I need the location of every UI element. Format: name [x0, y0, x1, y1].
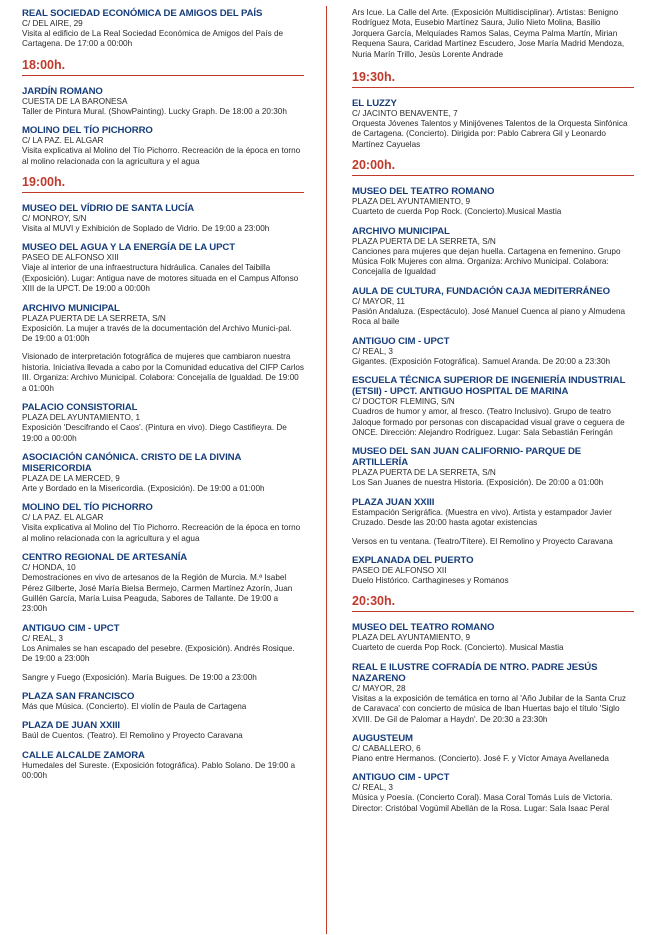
event-description: Exposición. La mujer a través de la documentación del Archivo Munici-pal. De 19:00 a 01:00h	[22, 323, 292, 344]
venue-entry	[352, 497, 634, 547]
event-description: Humedales del Sureste. (Exposición fotográfica). Pablo Solano. De 19:00 a 00:00h	[22, 760, 296, 781]
venue-name: ANTIGUO CIM - UPCT	[352, 335, 450, 347]
venue-address: PASEO DE ALFONSO XIII	[22, 253, 119, 263]
venue-name: EL LUZZY	[352, 98, 397, 110]
venue-entry	[352, 226, 634, 278]
event-description: Visita al MUVI y Exhibición de Soplado de Vidrio. De 19:00 a 23:00h	[22, 224, 270, 234]
venue-entry	[22, 8, 304, 50]
venue-address: C/ DEL AIRE, 29	[22, 19, 83, 28]
column-divider	[326, 6, 327, 934]
venue-address: PLAZA DE LA MERCED, 9	[22, 473, 120, 483]
event-description: Exposición 'Descifrando el Caos'. (Pintura en vivo). Diego Castifieyra. De 19:00 a 00:00h	[22, 423, 287, 443]
event-description: Más que Música. (Concierto). El violín de Paula de Cartagena	[22, 701, 247, 711]
event-description: Demostraciones en vivo de artesanos de la Región de Murcia. M.ª Isabel Pérez Gilberte, José María Bielsa Bermejo, Carmen Martínez Azorín, Juan Guillén García, María Luisa Peaguda, Sabores de Tallante. De 19:00 a 23:00h	[22, 573, 293, 614]
event-description: Gigantes. (Exposición Fotográfica). Samuel Aranda. De 20:00 a 23:30h	[352, 356, 611, 366]
right-column	[352, 8, 634, 822]
event-description: Baúl de Cuentos. (Teatro). El Remolino y Proyecto Caravana	[22, 731, 243, 741]
time-heading-1800: 18:00h.	[22, 58, 304, 76]
venue-address: C/ REAL, 3	[352, 783, 393, 793]
event-description: Versos en tu ventana. (Teatro/Títere). El Remolino y Proyecto Caravana	[352, 536, 613, 546]
venue-address: CUESTA DE LA BARONESA	[22, 96, 128, 106]
event-description: Pasión Andaluza. (Espectáculo). José Manuel Cuenca al piano y Almudena Roca al baile	[352, 306, 626, 327]
venue-address: C/ REAL, 3	[352, 346, 393, 356]
venue-address: C/ CABALLERO, 6	[352, 743, 421, 753]
venue-address: PLAZA DEL AYUNTAMIENTO, 9	[352, 197, 470, 207]
venue-name: ARCHIVO MUNICIPAL	[352, 225, 450, 237]
venue-entry	[22, 552, 304, 615]
venue-entry	[22, 303, 304, 394]
time-heading-2000: 20:00h.	[352, 158, 634, 176]
venue-name: PLAZA JUAN XXIII	[352, 496, 435, 508]
left-column	[22, 8, 304, 790]
venue-name: EXPLANADA DEL PUERTO	[352, 554, 474, 566]
group-2000	[352, 186, 634, 586]
group-1800	[22, 86, 304, 167]
venue-name: REAL E ILUSTRE COFRADÍA DE NTRO. PADRE JESÚS NAZARENO	[352, 661, 598, 684]
venue-name: PALACIO CONSISTORIAL	[22, 402, 138, 414]
venue-entry	[352, 375, 634, 438]
venue-name: MOLINO DEL TÍO PICHORRO	[22, 502, 153, 514]
venue-address: PASEO DE ALFONSO XII	[352, 565, 447, 575]
venue-address: C/ MONROY, S/N	[22, 214, 87, 224]
venue-name: CALLE ALCALDE ZAMORA	[22, 749, 145, 761]
venue-entry	[22, 720, 304, 741]
venue-address: PLAZA DEL AYUNTAMIENTO, 1	[22, 413, 140, 423]
venue-address: C/ MAYOR, 28	[352, 683, 406, 693]
venue-name: ANTIGUO CIM - UPCT	[352, 772, 450, 784]
venue-address: C/ JACINTO BENAVENTE, 7	[352, 109, 458, 119]
event-description: Visita explicativa al Molino del Tío Pichorro. Recreación de la época en torno al molino relacionada con la agricultura y el agua	[22, 523, 301, 543]
venue-entry	[352, 98, 634, 150]
event-description: Piano entre Hermanos. (Concierto). José F. y Víctor Amaya Avellaneda	[352, 753, 609, 763]
event-description: Cuadros de humor y amor, al fresco. (Teatro Inclusivo). Grupo de teatro Jaloque formado por personas con discapacidad visual grave o ceguera de ONCE. Dirección: Alejandro Rodríguez. Lugar: Sala Sebastián Feringán	[352, 407, 625, 437]
event-description: Taller de Pintura Mural. (ShowPainting). Lucky Graph. De 18:00 a 20:30h	[22, 106, 287, 116]
venue-name: ARCHIVO MUNICIPAL	[22, 302, 120, 314]
venue-entry	[22, 242, 304, 294]
event-description: Canciones para mujeres que dejan huella. Cartagena en femenino. Grupo Música Folk Mujeres con alma. Organiza: Archivo Municipal. Colabora: Concejalía de Igualdad	[352, 246, 621, 277]
venue-entry	[22, 203, 304, 234]
time-heading-1930: 19:30h.	[352, 70, 634, 88]
event-description: Cuarteto de cuerda Pop Rock. (Concierto). Musical Mastia	[352, 643, 564, 653]
venue-entry	[22, 125, 304, 167]
venue-name: MUSEO DEL SAN JUAN CALIFORNIO- PARQUE DE ARTILLERÍA	[352, 446, 582, 469]
event-description: Orquesta Jóvenes Talentos y Minijóvenes Talentos de la Orquesta Sinfónica de Cartagena. (Concierto). Dirigida por: Pablo Cabrera Gil y Leonardo Martínez Cayuelas	[352, 119, 628, 149]
venue-entry	[22, 86, 304, 117]
venue-address: C/ HONDA, 10	[22, 563, 76, 573]
group-1930	[352, 98, 634, 150]
group-1900	[22, 203, 304, 782]
event-description: Viaje al interior de una infraestructura hidráulica. Canales del Taibilla (Exposición). Lugar: Antigua nave de motores situada en el Campus Alfonso XIII de la UPCT. De 19:00 a 00:00h	[22, 263, 299, 294]
venue-address: C/ LA PAZ. EL ALGAR	[22, 513, 104, 523]
venue-entry	[352, 446, 634, 488]
venue-address: PLAZA PUERTA DE LA SERRETA, S/N	[352, 468, 496, 478]
venue-address: PLAZA PUERTA DE LA SERRETA, S/N	[22, 313, 166, 323]
venue-entry	[22, 623, 304, 683]
venue-name: CENTRO REGIONAL DE ARTESANÍA	[22, 552, 188, 564]
event-description: Duelo Histórico. Carthagineses y Romanos	[352, 575, 509, 585]
venue-address: C/ LA PAZ. EL ALGAR	[22, 136, 104, 146]
event-description: Visita explicativa al Molino del Tío Pichorro. Recreación de la época en torno al molino relacionada con la agricultura y el agua	[22, 146, 301, 166]
venue-entry	[352, 555, 634, 586]
venue-name: ESCUELA TÉCNICA SUPERIOR DE INGENIERÍA INDUSTRIAL (ETSII) - UPCT. ANTIGUO HOSPITAL DE MARINA	[352, 375, 626, 398]
venue-name: AUGUSTEUM	[352, 732, 413, 744]
venue-address: PLAZA DEL AYUNTAMIENTO, 9	[352, 633, 470, 643]
event-description: Visita al edificio de La Real Sociedad Económica de Amigos del País de Cartagena. De 17:00 a 00:00h	[22, 29, 284, 49]
venue-name: MUSEO DEL TEATRO ROMANO	[352, 186, 495, 198]
venue-entry	[352, 622, 634, 653]
venue-entry	[22, 402, 304, 444]
continued-text: Ars Icue. La Calle del Arte. (Exposición Multidisciplinar). Artistas: Benigno Rodríguez Mota, Eusebio Martínez Saura, Julio Nieto Molina, Basilio Jorquera García, Melquíades Ramos Salas, Ceyma Palma Martín, Mirian Requena Saura, Caridad Martínez Escudero, Jose María Madrid Mendoza, Nuria Marín Trillo, Jesús Lorente Andrade	[352, 8, 625, 59]
venue-entry	[22, 452, 304, 494]
event-description: Estampación Serigráfica. (Muestra en vivo). Artista y estampador Javier Cruzado. Desde las 20:00 hasta agotar existencias	[352, 507, 612, 528]
venue-entry	[352, 772, 634, 814]
venue-entry	[22, 502, 304, 544]
venue-name: MOLINO DEL TÍO PICHORRO	[22, 125, 153, 137]
time-heading-1900: 19:00h.	[22, 175, 304, 193]
venue-entry	[352, 662, 634, 725]
event-description: Los San Juanes de nuestra Historia. (Exposición). De 20:00 a 01:00h	[352, 478, 604, 488]
venue-name: MUSEO DEL VÍDRIO DE SANTA LUCÍA	[22, 203, 195, 215]
venue-address: C/ DOCTOR FLEMING, S/N	[352, 397, 455, 407]
venue-name: ANTIGUO CIM - UPCT	[22, 622, 120, 634]
venue-address: C/ MAYOR, 11	[352, 296, 405, 306]
venue-address: PLAZA PUERTA DE LA SERRETA, S/N	[352, 236, 496, 246]
venue-entry	[22, 691, 304, 712]
venue-name: PLAZA SAN FRANCISCO	[22, 690, 135, 702]
venue-name: PLAZA DE JUAN XXIII	[22, 720, 120, 732]
venue-entry	[352, 336, 634, 367]
event-description: Visitas a la exposición de temática en torno al 'Año Jubilar de la Santa Cruz de Caravaca' con concierto de música de Iban Huertas bajo el título 'Siglo XVIII. De Gil de Palomar a Haydn'. De 20:30 a 23:30h	[352, 693, 627, 724]
event-description: Música y Poesía. (Concierto Coral). Masa Coral Tomás Luís de Victoria. Director: Cristóbal Vogúmil Abellán de la Rosa. Lugar: Sala Isaac Peral	[352, 793, 613, 813]
group-pre	[22, 8, 304, 50]
event-description: Cuarteto de cuerda Pop Rock. (Concierto).Musical Mastia	[352, 207, 562, 217]
event-description: Visionado de interpretación fotográfica de mujeres que cambiaron nuestra historia. Iniciativa llevada a cabo por la Comunidad educativa del CIFP Carlos III. Organiza: Archivo Municipal. Colabora: Concejalía de Igualdad. De 19:00 a 01:00h	[22, 352, 305, 393]
venue-entry	[22, 750, 304, 782]
event-description: Los Animales se han escapado del pesebre. (Exposición). Andrés Rosique. De 19:00 a 23:00h	[22, 643, 295, 664]
event-description: Arte y Bordado en la Misericordia. (Exposición). De 19:00 a 01:00h	[22, 483, 265, 493]
venue-name: JARDÍN ROMANO	[22, 85, 103, 97]
venue-entry	[352, 286, 634, 328]
time-heading-2030: 20:30h.	[352, 594, 634, 612]
venue-address: C/ REAL, 3	[22, 633, 63, 643]
venue-entry	[352, 186, 634, 217]
venue-name: ASOCIACIÓN CANÓNICA. CRISTO DE LA DIVINA MISERICORDIA	[22, 451, 241, 474]
event-description: Sangre y Fuego (Exposición). María Buigues. De 19:00 a 23:00h	[22, 672, 257, 682]
venue-name: REAL SOCIEDAD ECONÓMICA DE AMIGOS DEL PAÍS	[22, 8, 263, 19]
group-2030	[352, 622, 634, 814]
venue-name: AULA DE CULTURA, FUNDACIÓN CAJA MEDITERRÁNEO	[352, 285, 610, 297]
venue-name: MUSEO DEL AGUA Y LA ENERGÍA DE LA UPCT	[22, 242, 235, 254]
venue-name: MUSEO DEL TEATRO ROMANO	[352, 622, 495, 634]
venue-entry	[352, 733, 634, 764]
